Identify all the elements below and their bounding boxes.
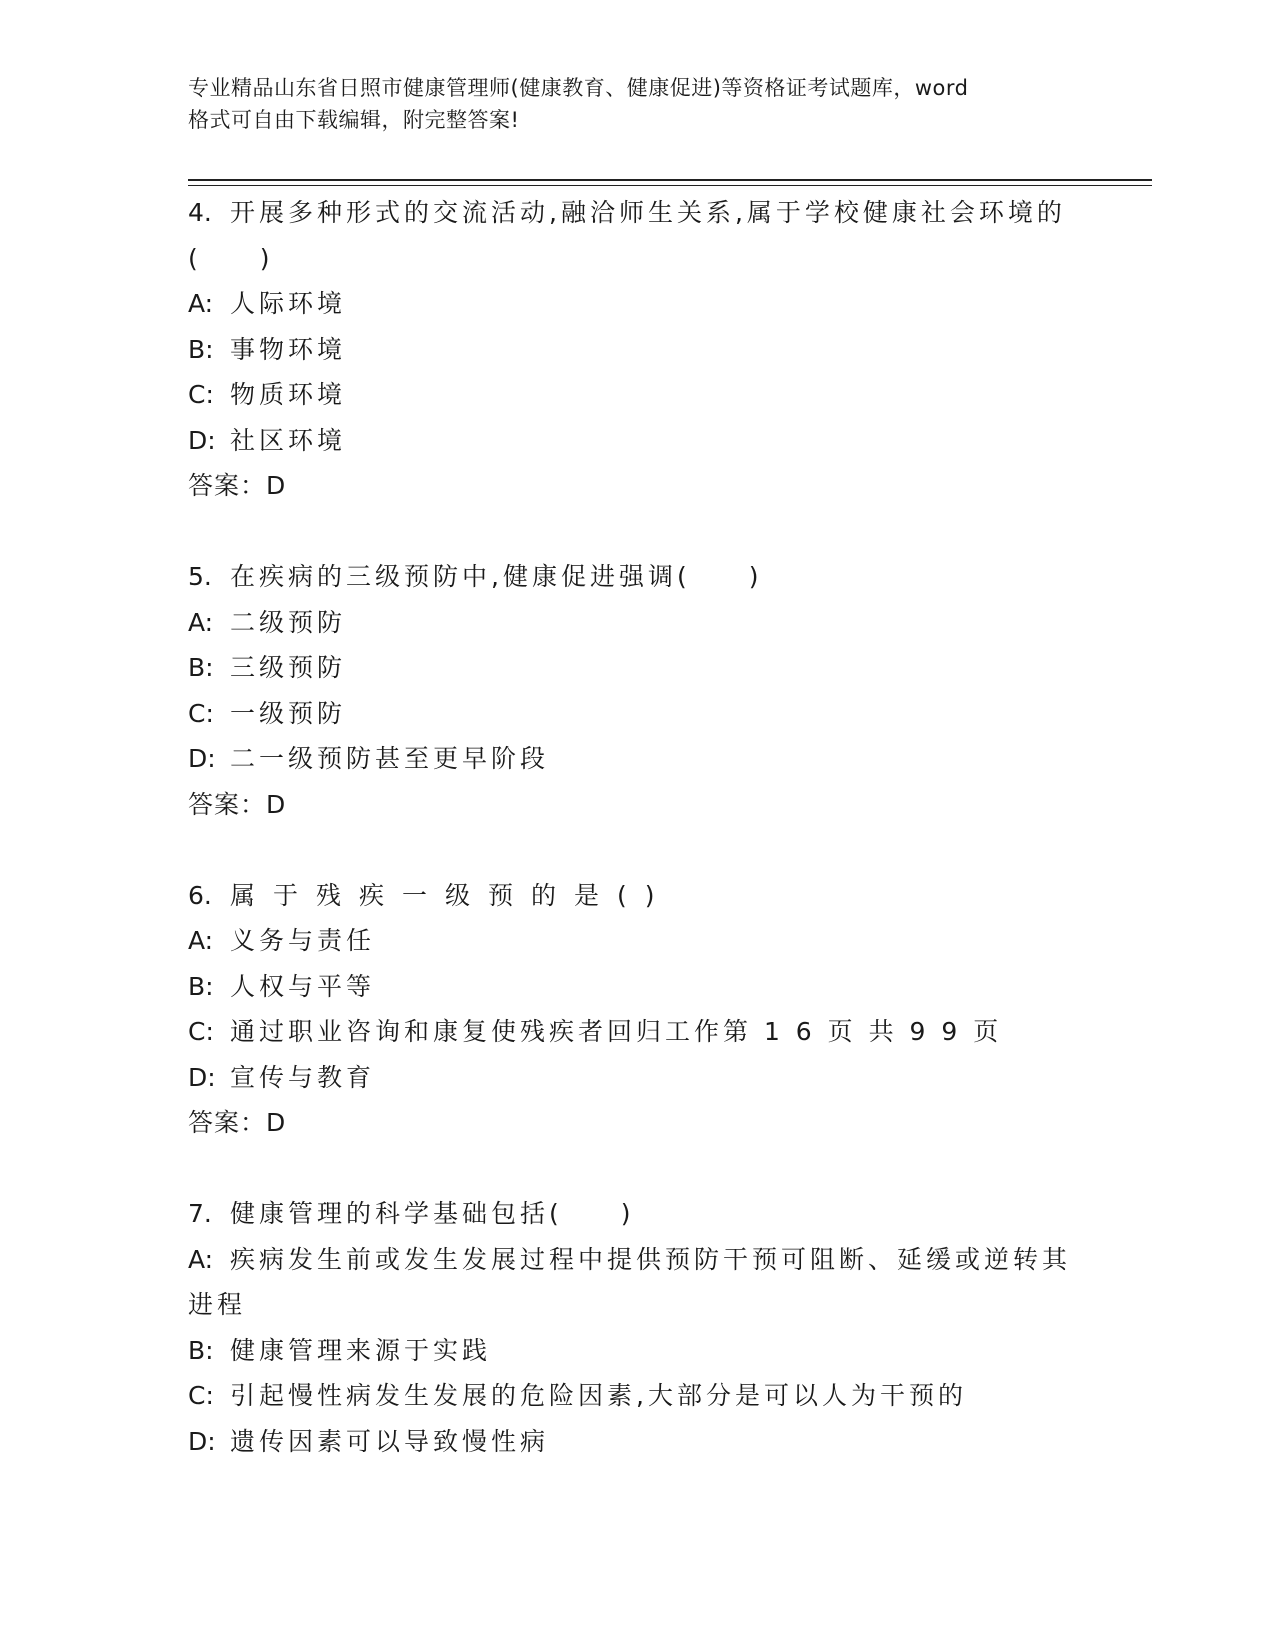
option-d xyxy=(188,1419,1088,1465)
option-text: 人际环境 xyxy=(230,289,347,318)
question-gap xyxy=(188,1146,1088,1192)
option-b xyxy=(188,645,1088,691)
option-c xyxy=(188,372,1088,418)
question-6 xyxy=(188,873,1088,1146)
question-stem xyxy=(188,554,1088,600)
option-key: A: xyxy=(188,289,214,318)
option-key: D: xyxy=(188,744,216,773)
option-b xyxy=(188,327,1088,373)
option-text: 健康管理来源于实践 xyxy=(230,1335,492,1365)
question-4 xyxy=(188,190,1088,509)
option-text: 二一级预防甚至更早阶段 xyxy=(230,744,550,773)
option-key: B: xyxy=(188,334,214,364)
option-a-continued: 进程 xyxy=(188,1290,247,1319)
option-c xyxy=(188,691,1088,737)
option-text: 人权与平等 xyxy=(230,971,376,1001)
question-stem xyxy=(188,1191,1088,1237)
option-text: 义务与责任 xyxy=(230,926,376,955)
option-key: A: xyxy=(188,1244,214,1274)
option-b xyxy=(188,964,1088,1010)
question-number: 7. xyxy=(188,1199,212,1228)
option-text: 通过职业咨询和康复使残疾者回归工作第 1 6 页 共 9 9 页 xyxy=(230,1017,1003,1046)
option-a xyxy=(188,1237,1088,1283)
option-key: D: xyxy=(188,1062,216,1092)
header-rule-thin xyxy=(188,185,1152,186)
answer-line: 答案：D xyxy=(188,1108,287,1137)
option-a xyxy=(188,600,1088,646)
option-key: D: xyxy=(188,425,216,455)
option-key: A: xyxy=(188,607,214,637)
answer-line: 答案：D xyxy=(188,471,287,500)
header-rule-thick xyxy=(188,179,1152,181)
document-header xyxy=(188,72,1088,136)
question-list xyxy=(188,190,1088,1464)
option-text: 宣传与教育 xyxy=(230,1062,376,1092)
option-key: A: xyxy=(188,926,214,955)
option-a xyxy=(188,281,1088,327)
header-line-1: 专业精品山东省日照市健康管理师(健康教育、健康促进)等资格证考试题库，word xyxy=(188,76,969,100)
question-stem xyxy=(188,873,1088,919)
option-key: B: xyxy=(188,1335,214,1365)
question-text: 健康管理的科学基础包括( ) xyxy=(230,1199,635,1228)
option-key: B: xyxy=(188,971,214,1001)
option-key: C: xyxy=(188,380,214,409)
answer-line: 答案：D xyxy=(188,789,287,819)
question-text: 在疾病的三级预防中,健康促进强调( ) xyxy=(230,562,763,591)
question-7 xyxy=(188,1191,1088,1464)
question-number: 5. xyxy=(188,562,212,591)
option-c xyxy=(188,1373,1088,1419)
option-d xyxy=(188,418,1088,464)
question-stem-continued: ( ) xyxy=(188,243,274,273)
option-key: B: xyxy=(188,653,214,682)
question-gap xyxy=(188,509,1088,555)
question-number: 4. xyxy=(188,198,212,227)
option-text: 二级预防 xyxy=(230,607,347,637)
question-number: 6. xyxy=(188,880,212,910)
option-text: 疾病发生前或发生发展过程中提供预防干预可阻断、延缓或逆转其 xyxy=(230,1244,1072,1274)
question-5 xyxy=(188,554,1088,827)
option-b xyxy=(188,1328,1088,1374)
option-key: D: xyxy=(188,1426,216,1456)
question-stem xyxy=(188,190,1088,236)
question-gap xyxy=(188,827,1088,873)
option-text: 引起慢性病发生发展的危险因素,大部分是可以人为干预的 xyxy=(230,1381,967,1410)
option-key: C: xyxy=(188,698,214,728)
option-text: 社区环境 xyxy=(230,425,347,455)
option-text: 事物环境 xyxy=(230,334,347,364)
option-text: 遗传因素可以导致慢性病 xyxy=(230,1426,550,1456)
option-text: 三级预防 xyxy=(230,653,347,682)
option-c xyxy=(188,1009,1088,1055)
option-d xyxy=(188,1055,1088,1101)
option-key: C: xyxy=(188,1017,214,1046)
option-text: 物质环境 xyxy=(230,380,347,409)
header-line-2: 格式可自由下载编辑，附完整答案! xyxy=(188,108,520,132)
option-d xyxy=(188,736,1088,782)
option-text: 一级预防 xyxy=(230,698,347,728)
question-text: 开展多种形式的交流活动,融洽师生关系,属于学校健康社会环境的 xyxy=(230,198,1066,227)
question-text: 属于残疾一级预的是() xyxy=(230,880,673,910)
option-key: C: xyxy=(188,1381,214,1410)
option-a xyxy=(188,918,1088,964)
